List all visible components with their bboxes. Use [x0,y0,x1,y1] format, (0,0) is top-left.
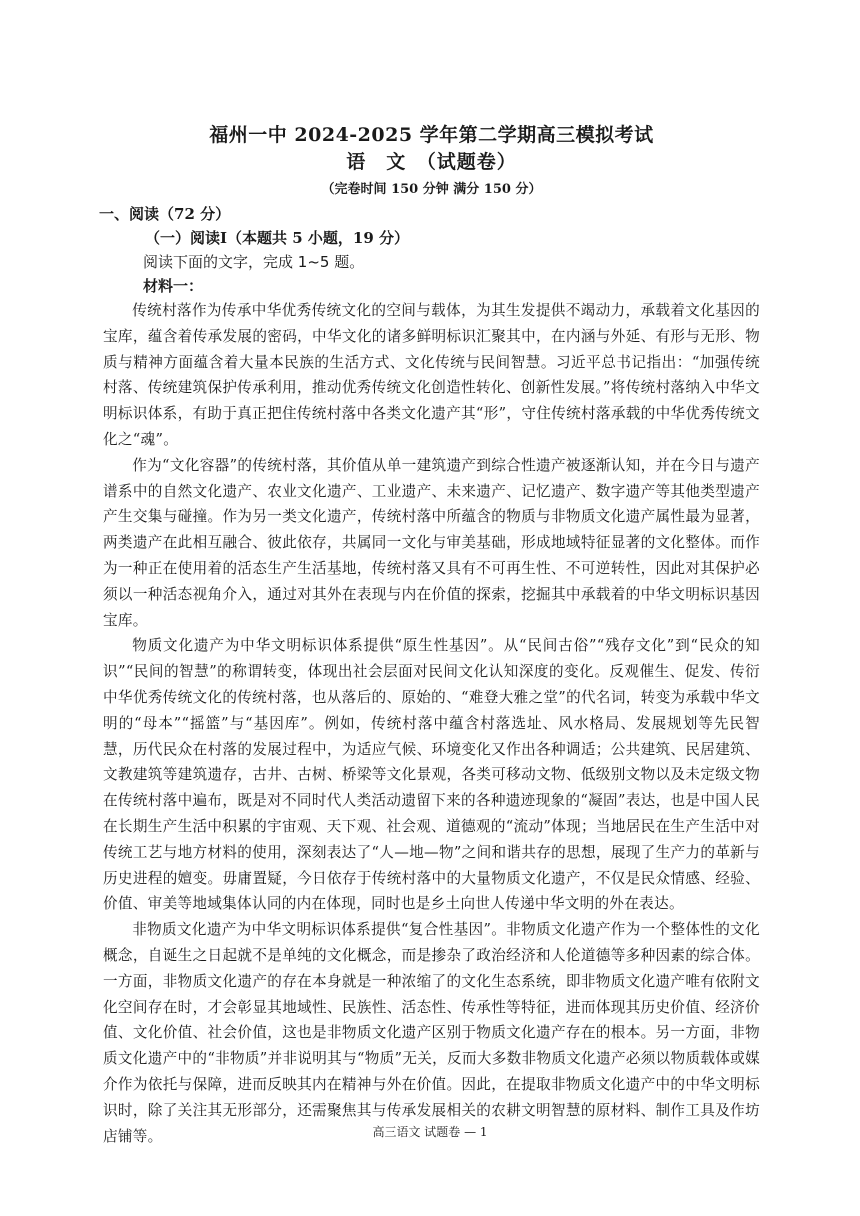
exam-subtitle: 语 文 （试题卷） [346,151,517,173]
section-heading: 一、阅读（72 分） [99,205,231,223]
page-footer: 高三语文 试题卷 — 1 [372,1125,488,1139]
material-label: 材料一： [143,277,204,295]
exam-timing: （完卷时间 150 分钟 满分 150 分） [321,182,542,197]
paragraph: 物质文化遗产为中华文明标识体系提供“原生性基因”。从“民间古俗”“残存文化”到“民众的知识”“民间的智慧”的称谓转变，体现出社会层面对民间文化认知深度的变化。反观催生、促发、传衍中华优秀传统文化的传统村落，也从落后的、原始的、“难登大雅之堂”的代名词，转变为承载中华文明的“母本”“摇篮”与“基因库”。例如，传统村落中蕴含村落选址、风水格局、发展规划等先民智慧，历代民众在村落的发展过程中，为适应气候、环境变化又作出各种调适；公共建筑、民居建筑、文教建筑等建筑遗存，古井、古树、桥梁等文化景观，各类可移动文物、低级别文物以及未定级文物在传统村落中遍布，既是对不同时代人类活动遗留下来的各种遗迹现象的“凝固”表达，也是中国人民在长期生产生活中积累的宇宙观、天下观、社会观、道德观的“流动”体现；当地居民在生产生活中对传统工艺与地方材料的使用，深刻表达了“人—地—物”之间和谐共存的思想，展现了生产力的革新与历史进程的嬗变。毋庸置疑，今日依存于传统村落中的大量物质文化遗产，不仅是民众情感、经验、价值、审美等地域集体认同的内在体现，同时也是乡土向世人传递中华文明的外在表达。 [103,637,760,913]
reading-instruction: 阅读下面的文字，完成 1~5 题。 [143,253,365,271]
exam-title: 福州一中 2024-2025 学年第二学期高三模拟考试 [209,124,654,146]
paragraph: 非物质文化遗产为中华文明标识体系提供“复合性基因”。非物质文化遗产作为一个整体性的文化概念，自诞生之日起就不是单纯的文化概念，而是掺杂了政治经济和人伦道德等多种因素的综合体。一方面，非物质文化遗产的存在本身就是一种浓缩了的文化生态系统，即非物质文化遗产唯有依附文化空间存在时，才会彰显其地域性、民族性、活态性、传承性等特征，进而体现其历史价值、经济价值、文化价值、社会价值，这也是非物质文化遗产区别于物质文化遗产存在的根本。另一方面，非物质文化遗产中的“非物质”并非说明其与“物质”无关，反而大多数非物质文化遗产必须以物质载体或媒介作为依托与保障，进而反映其内在精神与外在价值。因此，在提取非物质文化遗产中的中华文明标识时，除了关注其无形部分，还需聚焦其与传承发展相关的农耕文明智慧的原材料、制作工具及作坊店铺等。 [103,921,760,1145]
sub-section-heading: （一）阅读Ⅰ（本题共 5 小题，19 分） [145,229,409,247]
paragraph: 传统村落作为传承中华优秀传统文化的空间与载体，为其生发提供不竭动力，承载着文化基因的宝库，蕴含着传承发展的密码，中华文化的诸多鲜明标识汇聚其中，在内涵与外延、有形与无形、物质与精神方面蕴含着大量本民族的生活方式、文化传统与民间智慧。习近平总书记指出：“加强传统村落、传统建筑保护传承利用，推动优秀传统文化创造性转化、创新性发展。”将传统村落纳入中华文明标识体系，有助于真正把住传统村落中各类文化遗产其“形”，守住传统村落承载的中华优秀传统文化之“魂”。 [103,302,760,448]
paragraph: 作为“文化容器”的传统村落，其价值从单一建筑遗产到综合性遗产被逐渐认知，并在今日与遗产谱系中的自然文化遗产、农业文化遗产、工业遗产、未来遗产、记忆遗产、数字遗产等其他类型遗产产生交集与碰撞。作为另一类文化遗产，传统村落中所蕴含的物质与非物质文化遗产属性最为显著，两类遗产在此相互融合、彼此依存，共属同一文化与审美基础，形成地域特征显著的文化整体。而作为一种正在使用着的活态生产生活基地，传统村落又具有不可再生性、不可逆转性，因此对其保护必须以一种活态视角介入，通过对其外在表现与内在价值的探索，挖掘其中承载着的中华文明标识基因宝库。 [103,456,760,629]
